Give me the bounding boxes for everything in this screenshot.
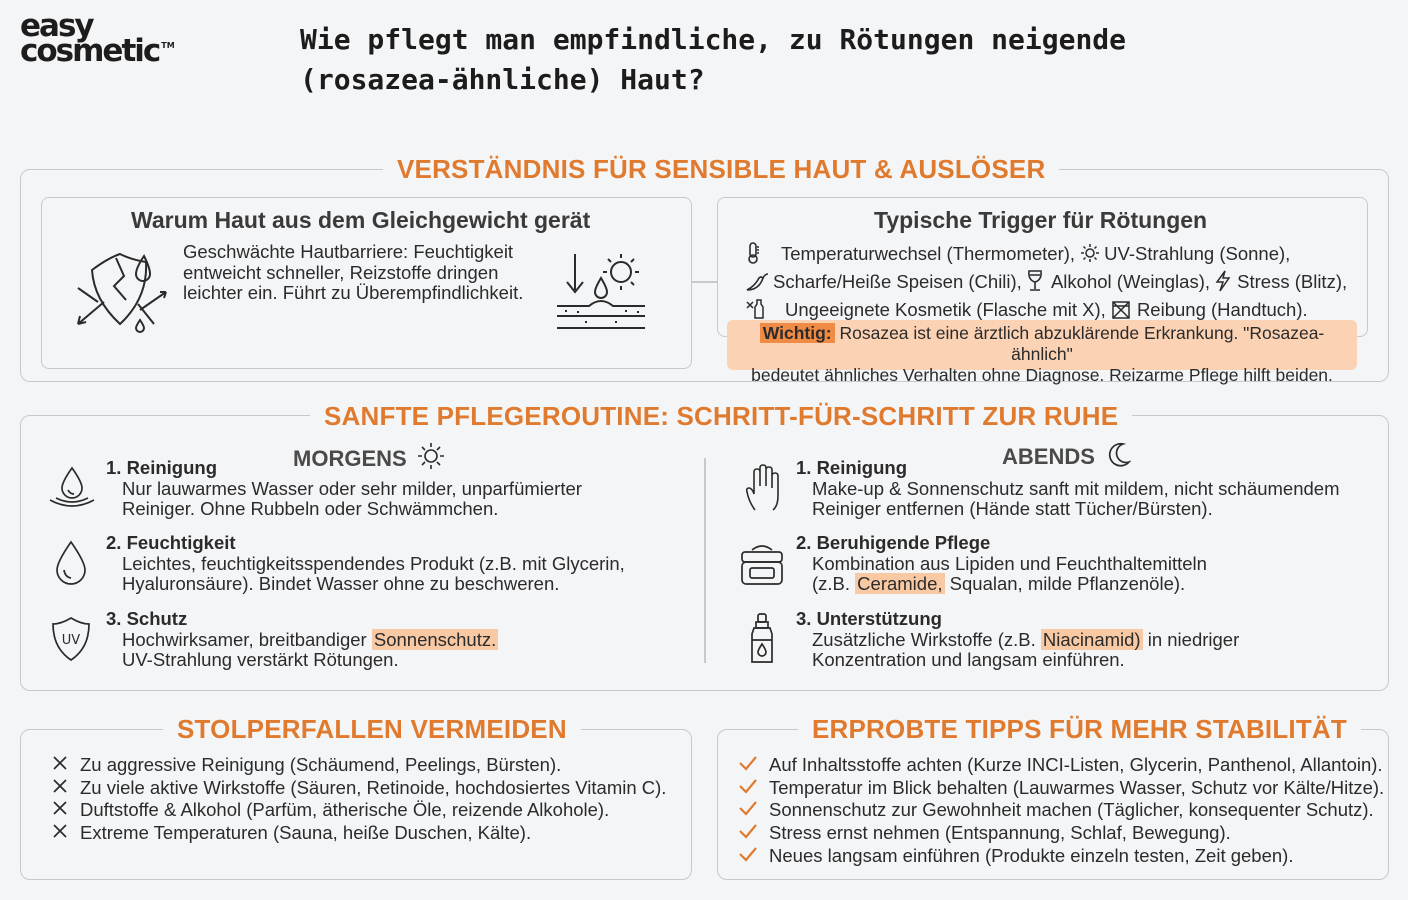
check-icon xyxy=(738,754,769,777)
evening-step-3-pre: Zusätzliche Wirkstoffe (z.B. xyxy=(812,628,1041,650)
cream-jar-icon xyxy=(738,542,786,586)
drop-icon xyxy=(54,540,88,586)
trigger-temperature: Temperaturwechsel (Thermometer), xyxy=(781,243,1076,264)
pitfall-text-3: Duftstoffe & Alkohol (Parfüm, ätherische Öle, reizende Alkohole). xyxy=(80,799,610,821)
connector-line xyxy=(692,281,717,283)
pitfall-text-1: Zu aggressive Reinigung (Schäumend, Peelings, Bürsten). xyxy=(80,754,562,775)
brand-line2-text: cosmetic xyxy=(20,33,160,70)
evening-step-3-line2: Konzentration und langsam einführen. xyxy=(812,649,1125,670)
trigger-friction: Reibung (Handtuch). xyxy=(1136,299,1308,320)
trigger-row-2 xyxy=(745,270,1365,298)
wine-glass-icon xyxy=(1027,270,1051,298)
trigger-spicy: Scharfe/Heiße Speisen (Chili), xyxy=(773,271,1022,292)
check-icon xyxy=(738,822,769,845)
morning-step-3-text xyxy=(106,630,686,671)
list-item xyxy=(738,754,1384,777)
important-note-text-2: bedeutet ähnliches Verhalten ohne Diagnose. Reizarme Pflege hilft beiden. xyxy=(751,365,1333,385)
evening-step-2-post: Squalan, milde Pflanzenöle). xyxy=(944,573,1186,594)
pitfall-text-2: Zu viele aktive Wirkstoffe (Säuren, Retinoide, hochdosiertes Vitamin C). xyxy=(80,776,667,798)
important-note-label: Wichtig: xyxy=(760,323,835,343)
x-mark-icon xyxy=(52,754,80,777)
list-item xyxy=(738,799,1384,822)
list-item xyxy=(52,799,666,822)
morning-step-1-text: Nur lauwarmes Wasser oder sehr milder, unparfümierter Reiniger. Ohne Rubbeln oder Schwämmchen. xyxy=(122,477,582,519)
card-triggers-title: Typische Trigger für Rötungen xyxy=(874,207,1208,233)
brand-line1: easy xyxy=(20,8,93,44)
trigger-alcohol: Alkohol (Weinglas), xyxy=(1050,271,1210,292)
check-icon xyxy=(738,777,769,800)
morning-step-3-title: 3. Schutz xyxy=(106,608,188,629)
evening-step-2-title: 2. Beruhigende Pflege xyxy=(796,532,991,553)
morning-step-1 xyxy=(106,458,686,520)
sun-icon xyxy=(1080,243,1104,269)
list-item xyxy=(738,822,1384,845)
section-pitfalls-title: STOLPERFALLEN VERMEIDEN xyxy=(163,714,581,744)
routine-divider xyxy=(704,458,706,663)
morning-step-3 xyxy=(106,609,686,671)
tip-text-2: Temperatur im Blick behalten (Lauwarmes Wasser, Schutz vor Kälte/Hitze). xyxy=(769,776,1385,798)
list-item xyxy=(738,845,1384,868)
brand-logo xyxy=(20,8,175,70)
page-title: Wie pflegt man empfindliche, zu Rötungen neigende (rosazea-ähnliche) Haut? xyxy=(300,23,1127,96)
section-understanding-title: VERSTÄNDNIS FÜR SENSIBLE HAUT & AUSLÖSER xyxy=(383,154,1059,184)
x-mark-icon xyxy=(52,799,80,822)
evening-step-3-text xyxy=(796,630,1376,671)
card-imbalance-title: Warum Haut aus dem Gleichgewicht gerät xyxy=(131,207,591,233)
water-splash-icon xyxy=(46,466,98,510)
tip-text-4: Stress ernst nehmen (Entspannung, Schlaf, Bewegung). xyxy=(769,822,1231,844)
morning-step-1-title: 1. Reinigung xyxy=(106,457,217,478)
morning-step-2-title: 2. Feuchtigkeit xyxy=(106,532,236,553)
morning-step-3-post: UV-Strahlung verstärkt Rötungen. xyxy=(122,649,399,670)
check-icon xyxy=(738,799,769,822)
list-item xyxy=(52,822,666,845)
tip-text-1: Auf Inhaltsstoffe achten (Kurze INCI-Listen, Glycerin, Panthenol, Allantoin). xyxy=(769,754,1383,775)
uv-label: UV xyxy=(61,633,81,648)
trigger-stress: Stress (Blitz), xyxy=(1237,271,1348,292)
dropper-bottle-icon xyxy=(748,612,776,666)
card-imbalance-text: Geschwächte Hautbarriere: Feuchtigkeit entweicht schneller, Reizstoffe dringen leichter ein. Führt zu Überempfindlichkeit. xyxy=(183,241,524,303)
triggers-list xyxy=(745,242,1365,326)
uv-shield-icon xyxy=(51,616,91,662)
check-icon xyxy=(738,845,769,868)
section-routine-title: SANFTE PFLEGEROUTINE: SCHRITT-FÜR-SCHRITT ZUR RUHE xyxy=(310,401,1132,431)
list-item xyxy=(738,777,1384,800)
trigger-row-1 xyxy=(745,242,1365,270)
evening-step-1-title: 1. Reinigung xyxy=(796,457,907,478)
evening-step-2-text xyxy=(796,554,1376,595)
morning-step-2-text: Leichtes, feuchtigkeitsspendendes Produkt (z.B. mit Glycerin, Hyaluronsäure). Bindet Wasser ohne zu beschweren. xyxy=(122,552,625,594)
x-mark-icon xyxy=(52,777,80,800)
pitfall-text-4: Extreme Temperaturen (Sauna, heiße Duschen, Kälte). xyxy=(80,822,532,844)
brand-tm: TM xyxy=(161,41,175,51)
evening-step-2-line1: Kombination aus Lipiden und Feuchthaltemitteln xyxy=(812,552,1207,574)
highlight-niacinamide: Niacinamid) xyxy=(1042,628,1141,650)
evening-step-2-pre: (z.B. xyxy=(812,573,856,594)
pitfalls-list xyxy=(52,754,666,845)
hand-icon xyxy=(743,464,783,514)
evening-step-1 xyxy=(796,458,1376,520)
trigger-uv: UV-Strahlung (Sonne), xyxy=(1104,243,1291,264)
shield-cracked-icon xyxy=(74,248,170,334)
chili-icon xyxy=(745,272,773,298)
highlight-sunscreen: Sonnenschutz. xyxy=(373,628,497,650)
list-item xyxy=(52,777,666,800)
brand-line2 xyxy=(20,33,175,70)
x-mark-icon xyxy=(52,822,80,845)
lightning-icon xyxy=(1215,270,1237,298)
evening-label: ABENDS xyxy=(1002,444,1095,469)
tip-text-3: Sonnenschutz zur Gewohnheit machen (Täglicher, konsequenter Schutz). xyxy=(769,799,1374,821)
evening-step-2 xyxy=(796,533,1376,595)
morning-step-3-pre: Hochwirksamer, breitbandiger xyxy=(122,628,372,650)
tip-text-5: Neues langsam einführen (Produkte einzeln testen, Zeit geben). xyxy=(769,844,1294,866)
tips-list xyxy=(738,754,1384,868)
list-item xyxy=(52,754,666,777)
morning-step-2 xyxy=(106,533,686,595)
important-note-text-1: Rosazea ist eine ärztlich abzuklärende Erkrankung. "Rosazea-ähnlich" xyxy=(839,323,1325,364)
important-note xyxy=(727,320,1357,385)
evening-step-1-text: Make-up & Sonnenschutz sanft mit mildem, nicht schäumendem Reiniger entfernen (Hände statt Tücher/Bürsten). xyxy=(812,477,1340,519)
evening-step-3-title: 3. Unterstützung xyxy=(796,608,942,629)
evening-step-3 xyxy=(796,609,1376,671)
skin-layers-sun-icon xyxy=(555,250,647,334)
evening-step-3-post: in niedriger xyxy=(1142,628,1240,650)
trigger-cosmetics: Ungeeignete Kosmetik (Flasche mit X), xyxy=(785,299,1106,320)
thermometer-icon xyxy=(745,242,781,270)
morning-label: MORGENS xyxy=(293,446,407,471)
section-tips-title: ERPROBTE TIPPS FÜR MEHR STABILITÄT xyxy=(798,714,1361,744)
highlight-ceramide: Ceramide, xyxy=(857,573,943,594)
